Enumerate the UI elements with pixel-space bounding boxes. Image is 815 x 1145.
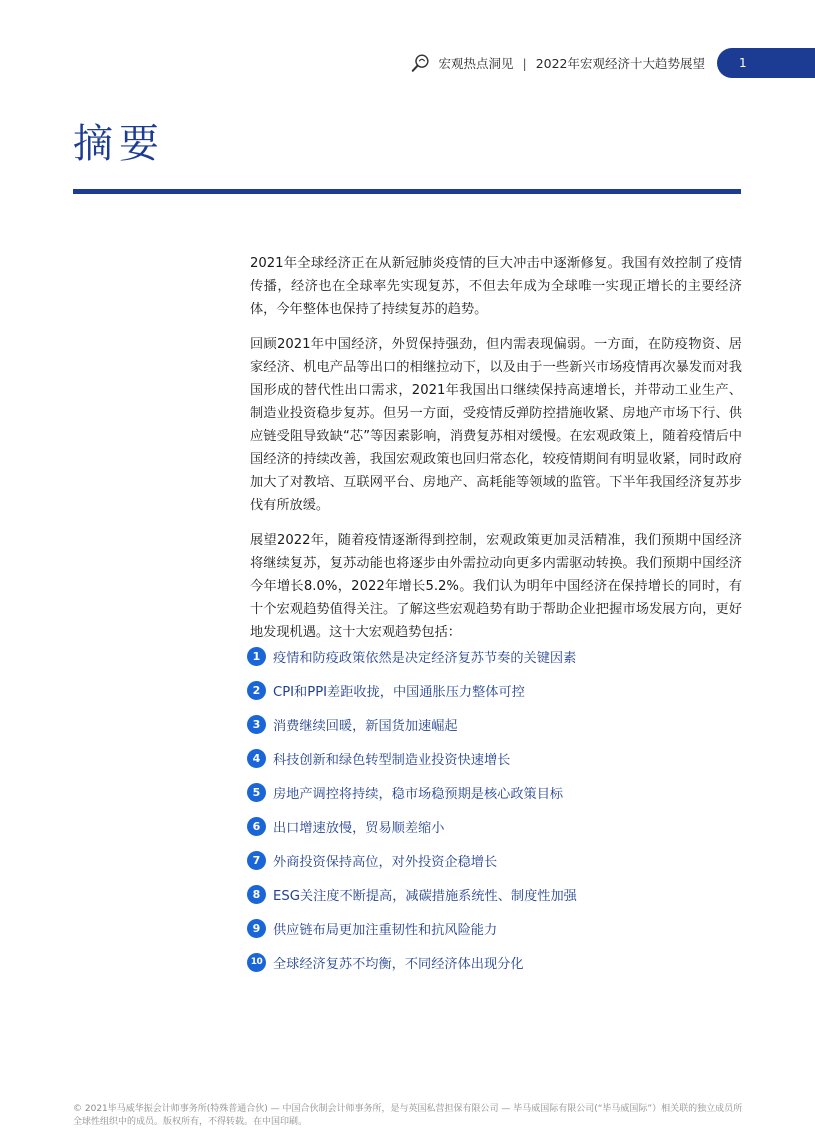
copyright-footer: © 2021毕马威华振会计师事务所(特殊普通合伙) — 中国合伙制会计师事务所，是与英国私营担保有限公司 — 毕马威国际有限公司(“毕马威国际”）相关联的独立成员所全球性组织中的成员。版权所有，不得转载。在中国印刷。 <box>73 1104 743 1127</box>
trend-item <box>247 809 577 843</box>
paragraph: 2021年全球经济正在从新冠肺炎疫情的巨大冲击中逐渐修复。我国有效控制了疫情传播，经济也在全球率先实现复苏，不但去年成为全球唯一实现正增长的主要经济体，今年整体也保持了持续复苏的趋势。 <box>250 256 742 317</box>
magnifier-icon <box>410 52 432 74</box>
trend-text: 出口增速放慢，贸易顺差缩小 <box>273 820 445 836</box>
trend-item <box>247 639 577 673</box>
title-divider <box>73 189 741 194</box>
report-title: 2022年宏观经济十大趋势展望 <box>535 56 705 71</box>
trend-text: 全球经济复苏不均衡，不同经济体出现分化 <box>273 956 524 972</box>
trend-text: ESG关注度不断提高，减碳措施系统性、制度性加强 <box>273 888 577 904</box>
trend-item <box>247 707 577 741</box>
number-badge: 3 <box>247 715 266 734</box>
trend-item <box>247 877 577 911</box>
trend-list <box>247 639 577 979</box>
trend-text: 科技创新和绿色转型制造业投资快速增长 <box>273 752 511 768</box>
trend-text: CPI和PPI差距收拢，中国通胀压力整体可控 <box>273 684 525 700</box>
number-badge: 1 <box>247 647 266 666</box>
number-badge: 10 <box>247 953 266 972</box>
trend-text: 消费继续回暖，新国货加速崛起 <box>273 718 458 734</box>
paragraph: 回顾2021年中国经济，外贸保持强劲，但内需表现偏弱。一方面，在防疫物资、居家经济、机电产品等出口的相继拉动下，以及由于一些新兴市场疫情再次暴发而对我国形成的替代性出口需求，2021年我国出口继续保持高速增长，并带动工业生产、制造业投资稳步复苏。但另一方面，受疫情反弹防控措施收紧、房地产市场下行、供应链受阻导致缺“芯”等因素影响，消费复苏相对缓慢。在宏观政策上，随着疫情后中国经济的持续改善，我国宏观政策也回归常态化，较疫情期间有明显收紧，同时政府加大了对教培、互联网平台、房地产、高耗能等领域的监管。下半年我国经济复苏步伐有所放缓。 <box>250 337 742 513</box>
number-badge: 6 <box>247 817 266 836</box>
trend-text: 房地产调控将持续，稳市场稳预期是核心政策目标 <box>273 786 564 802</box>
trend-item <box>247 911 577 945</box>
trend-item <box>247 673 577 707</box>
number-badge: 9 <box>247 919 266 938</box>
page-header <box>410 48 815 78</box>
trend-item <box>247 775 577 809</box>
trend-item <box>247 741 577 775</box>
trend-item <box>247 843 577 877</box>
trend-item <box>247 945 577 979</box>
header-separator: | <box>522 55 527 71</box>
paragraph: 展望2022年，随着疫情逐渐得到控制，宏观政策更加灵活精准，我们预期中国经济将继续复苏，复苏动能也将逐步由外需拉动向更多内需驱动转换。我们预期中国经济今年增长8.0%，2022年增长5.2%。我们认为明年中国经济在保持增长的同时，有十个宏观趋势值得关注。了解这些宏观趋势有助于帮助企业把握市场发展方向，更好地发现机遇。这十大宏观趋势包括： <box>250 533 742 640</box>
number-badge: 8 <box>247 885 266 904</box>
trend-text: 供应链布局更加注重韧性和抗风险能力 <box>273 922 498 938</box>
number-badge: 5 <box>247 783 266 802</box>
page-number: 1 <box>739 56 747 70</box>
series-name: 宏观热点洞见 <box>438 56 514 71</box>
number-badge: 4 <box>247 749 266 768</box>
number-badge: 7 <box>247 851 266 870</box>
trend-text: 外商投资保持高位，对外投资企稳增长 <box>273 854 498 870</box>
number-badge: 2 <box>247 681 266 700</box>
trend-text: 疫情和防疫政策依然是决定经济复苏节奏的关键因素 <box>273 650 577 666</box>
summary-body <box>250 252 742 656</box>
page-title: 摘要 <box>73 121 165 167</box>
page-number-tab <box>717 48 815 78</box>
